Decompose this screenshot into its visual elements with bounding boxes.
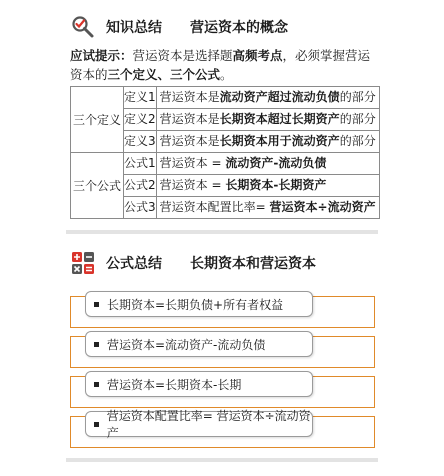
bullet-icon [94, 302, 99, 307]
section-tag: 知识总结 [106, 20, 162, 36]
tip-text: 。 [220, 67, 233, 82]
bullet-icon [94, 342, 99, 347]
row-label: 定义3 [124, 131, 157, 153]
row-content: 营运资本配置比率= 营运资本÷流动资产 [156, 197, 379, 219]
row-content: 营运资本是长期资本用于流动资产的部分 [156, 131, 379, 153]
formula-text: 长期资本=长期负债+所有者权益 [107, 297, 284, 312]
section-title: 长期资本和营运资本 [190, 256, 316, 272]
row-label: 公式3 [124, 197, 157, 219]
bullet-icon [94, 422, 99, 427]
bullet-icon [94, 382, 99, 387]
tip-text: ，必须掌握营运资本的 [70, 48, 371, 82]
row-label: 定义2 [124, 109, 157, 131]
formula-item [70, 376, 375, 408]
formula-card [85, 371, 313, 397]
knowledge-summary-header [70, 14, 288, 40]
formula-text: 营运资本=流动资产-流动负债 [107, 337, 266, 352]
definition-table [70, 86, 380, 219]
exam-tip [70, 46, 375, 84]
group-label: 三个定义 [71, 87, 124, 153]
row-content: 营运资本 = 长期资本-长期资产 [156, 175, 379, 197]
tip-text: 营运资本是选择题 [132, 48, 233, 63]
formula-text: 营运资本配置比率= 营运资本÷流动资产 [106, 409, 311, 440]
formula-card [85, 291, 313, 317]
section-divider [66, 458, 378, 462]
formula-summary-header [70, 250, 316, 276]
formula-card [85, 331, 313, 357]
group-label: 三个公式 [71, 153, 124, 219]
row-content: 营运资本是流动资产超过流动负债的部分 [156, 87, 379, 109]
row-content: 营运资本 = 流动资产-流动负债 [156, 153, 379, 175]
table-row [71, 153, 380, 175]
formula-text: 营运资本=长期资本-长期 [107, 377, 242, 392]
tip-bold: 高频考点 [232, 48, 283, 63]
tip-label: 应试提示： [70, 48, 133, 63]
tip-bold: 三个定义、三个公式 [107, 67, 221, 82]
section-tag: 公式总结 [106, 256, 162, 272]
row-label: 公式1 [124, 153, 157, 175]
section-divider [66, 230, 378, 234]
table-row [71, 87, 380, 109]
section-title: 营运资本的概念 [190, 20, 288, 36]
row-label: 定义1 [124, 87, 157, 109]
row-label: 公式2 [124, 175, 157, 197]
calculator-icon [70, 250, 96, 276]
formula-card [85, 409, 313, 440]
magnifier-check-icon [70, 14, 96, 40]
row-content: 营运资本是长期资本超过长期资产的部分 [156, 109, 379, 131]
formula-item [70, 409, 375, 448]
formula-item [70, 336, 375, 368]
formula-list [70, 284, 375, 444]
formula-item [70, 296, 375, 328]
